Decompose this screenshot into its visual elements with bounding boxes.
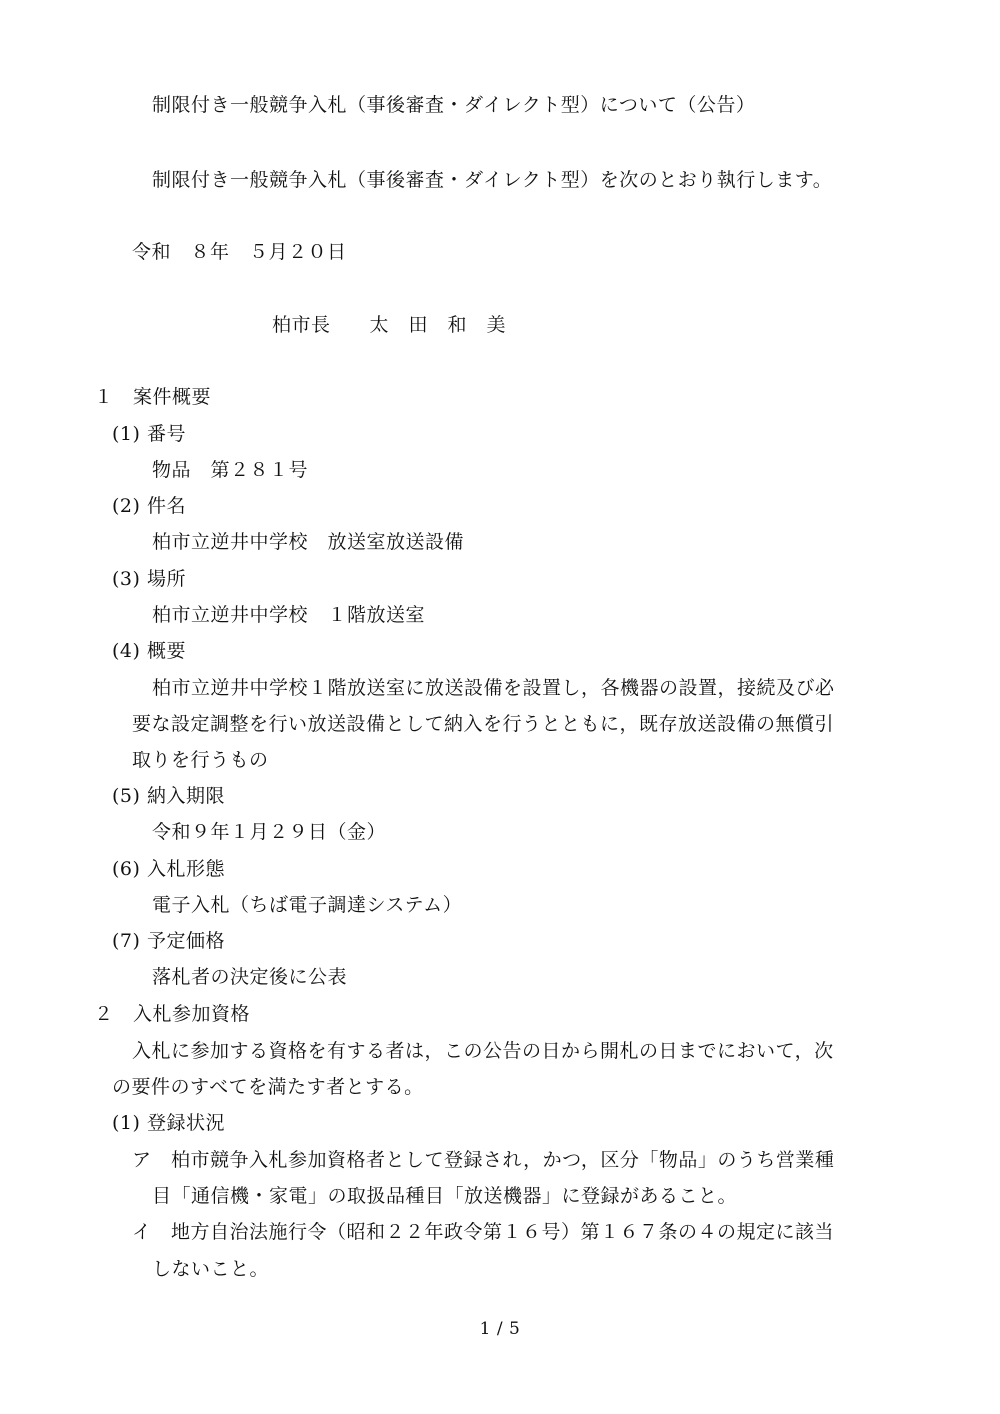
- intro-sentence: 制限付き一般競争入札（事後審査・ダイレクト型）を次のとおり執行します。: [152, 169, 833, 191]
- item-2-body: 柏市立逆井中学校 放送室放送設備: [152, 531, 465, 553]
- item-6-body: 電子入札（ちば電子調達システム）: [152, 894, 463, 916]
- section-1-heading: １ 案件概要: [94, 386, 212, 408]
- item-i-line-1: イ 地方自治法施行令（昭和２２年政令第１６号）第１６７条の４の規定に該当: [132, 1221, 835, 1243]
- item-6-label: (6) 入札形態: [112, 858, 225, 880]
- item-7-body: 落札者の決定後に公表: [152, 966, 348, 988]
- item-4-body-line-3: 取りを行うもの: [132, 749, 269, 771]
- item-1-body: 物品 第２８１号: [152, 459, 309, 481]
- item-4-label: (4) 概要: [112, 640, 186, 662]
- page-number: 1 / 5: [479, 1319, 521, 1339]
- item-5-label: (5) 納入期限: [112, 785, 225, 807]
- section-2-heading: ２ 入札参加資格: [94, 1003, 251, 1025]
- item-i-line-2: しないこと。: [152, 1258, 270, 1280]
- item-1-label: (1) 番号: [112, 423, 186, 445]
- item-4-body-line-2: 要な設定調整を行い放送設備として納入を行うとともに，既存放送設備の無償引: [132, 713, 835, 735]
- page-title: 制限付き一般競争入札（事後審査・ダイレクト型）について（公告）: [152, 94, 756, 116]
- item-a-line-1: ア 柏市競争入札参加資格者として登録され，かつ，区分「物品」のうち営業種: [132, 1149, 835, 1171]
- item-3-body: 柏市立逆井中学校 １階放送室: [152, 604, 426, 626]
- section-2-intro-line-1: 入札に参加する資格を有する者は，この公告の日から開札の日までにおいて，次: [132, 1040, 834, 1062]
- item-5-body: 令和９年１月２９日（金）: [152, 821, 387, 843]
- item-4-body-line-1: 柏市立逆井中学校１階放送室に放送設備を設置し，各機器の設置，接続及び必: [152, 677, 835, 699]
- item-2-label: (2) 件名: [112, 495, 186, 517]
- subsection-1-label: (1) 登録状況: [112, 1112, 225, 1134]
- section-2-intro-line-2: の要件のすべてを満たす者とする。: [112, 1076, 424, 1098]
- item-a-line-2: 目「通信機・家電」の取扱品種目「放送機器」に登録があること。: [152, 1185, 738, 1207]
- item-7-label: (7) 予定価格: [112, 930, 225, 952]
- signer: 柏市長 太 田 和 美: [272, 314, 507, 336]
- item-3-label: (3) 場所: [112, 568, 186, 590]
- notice-date: 令和 ８年 ５月２０日: [132, 241, 347, 263]
